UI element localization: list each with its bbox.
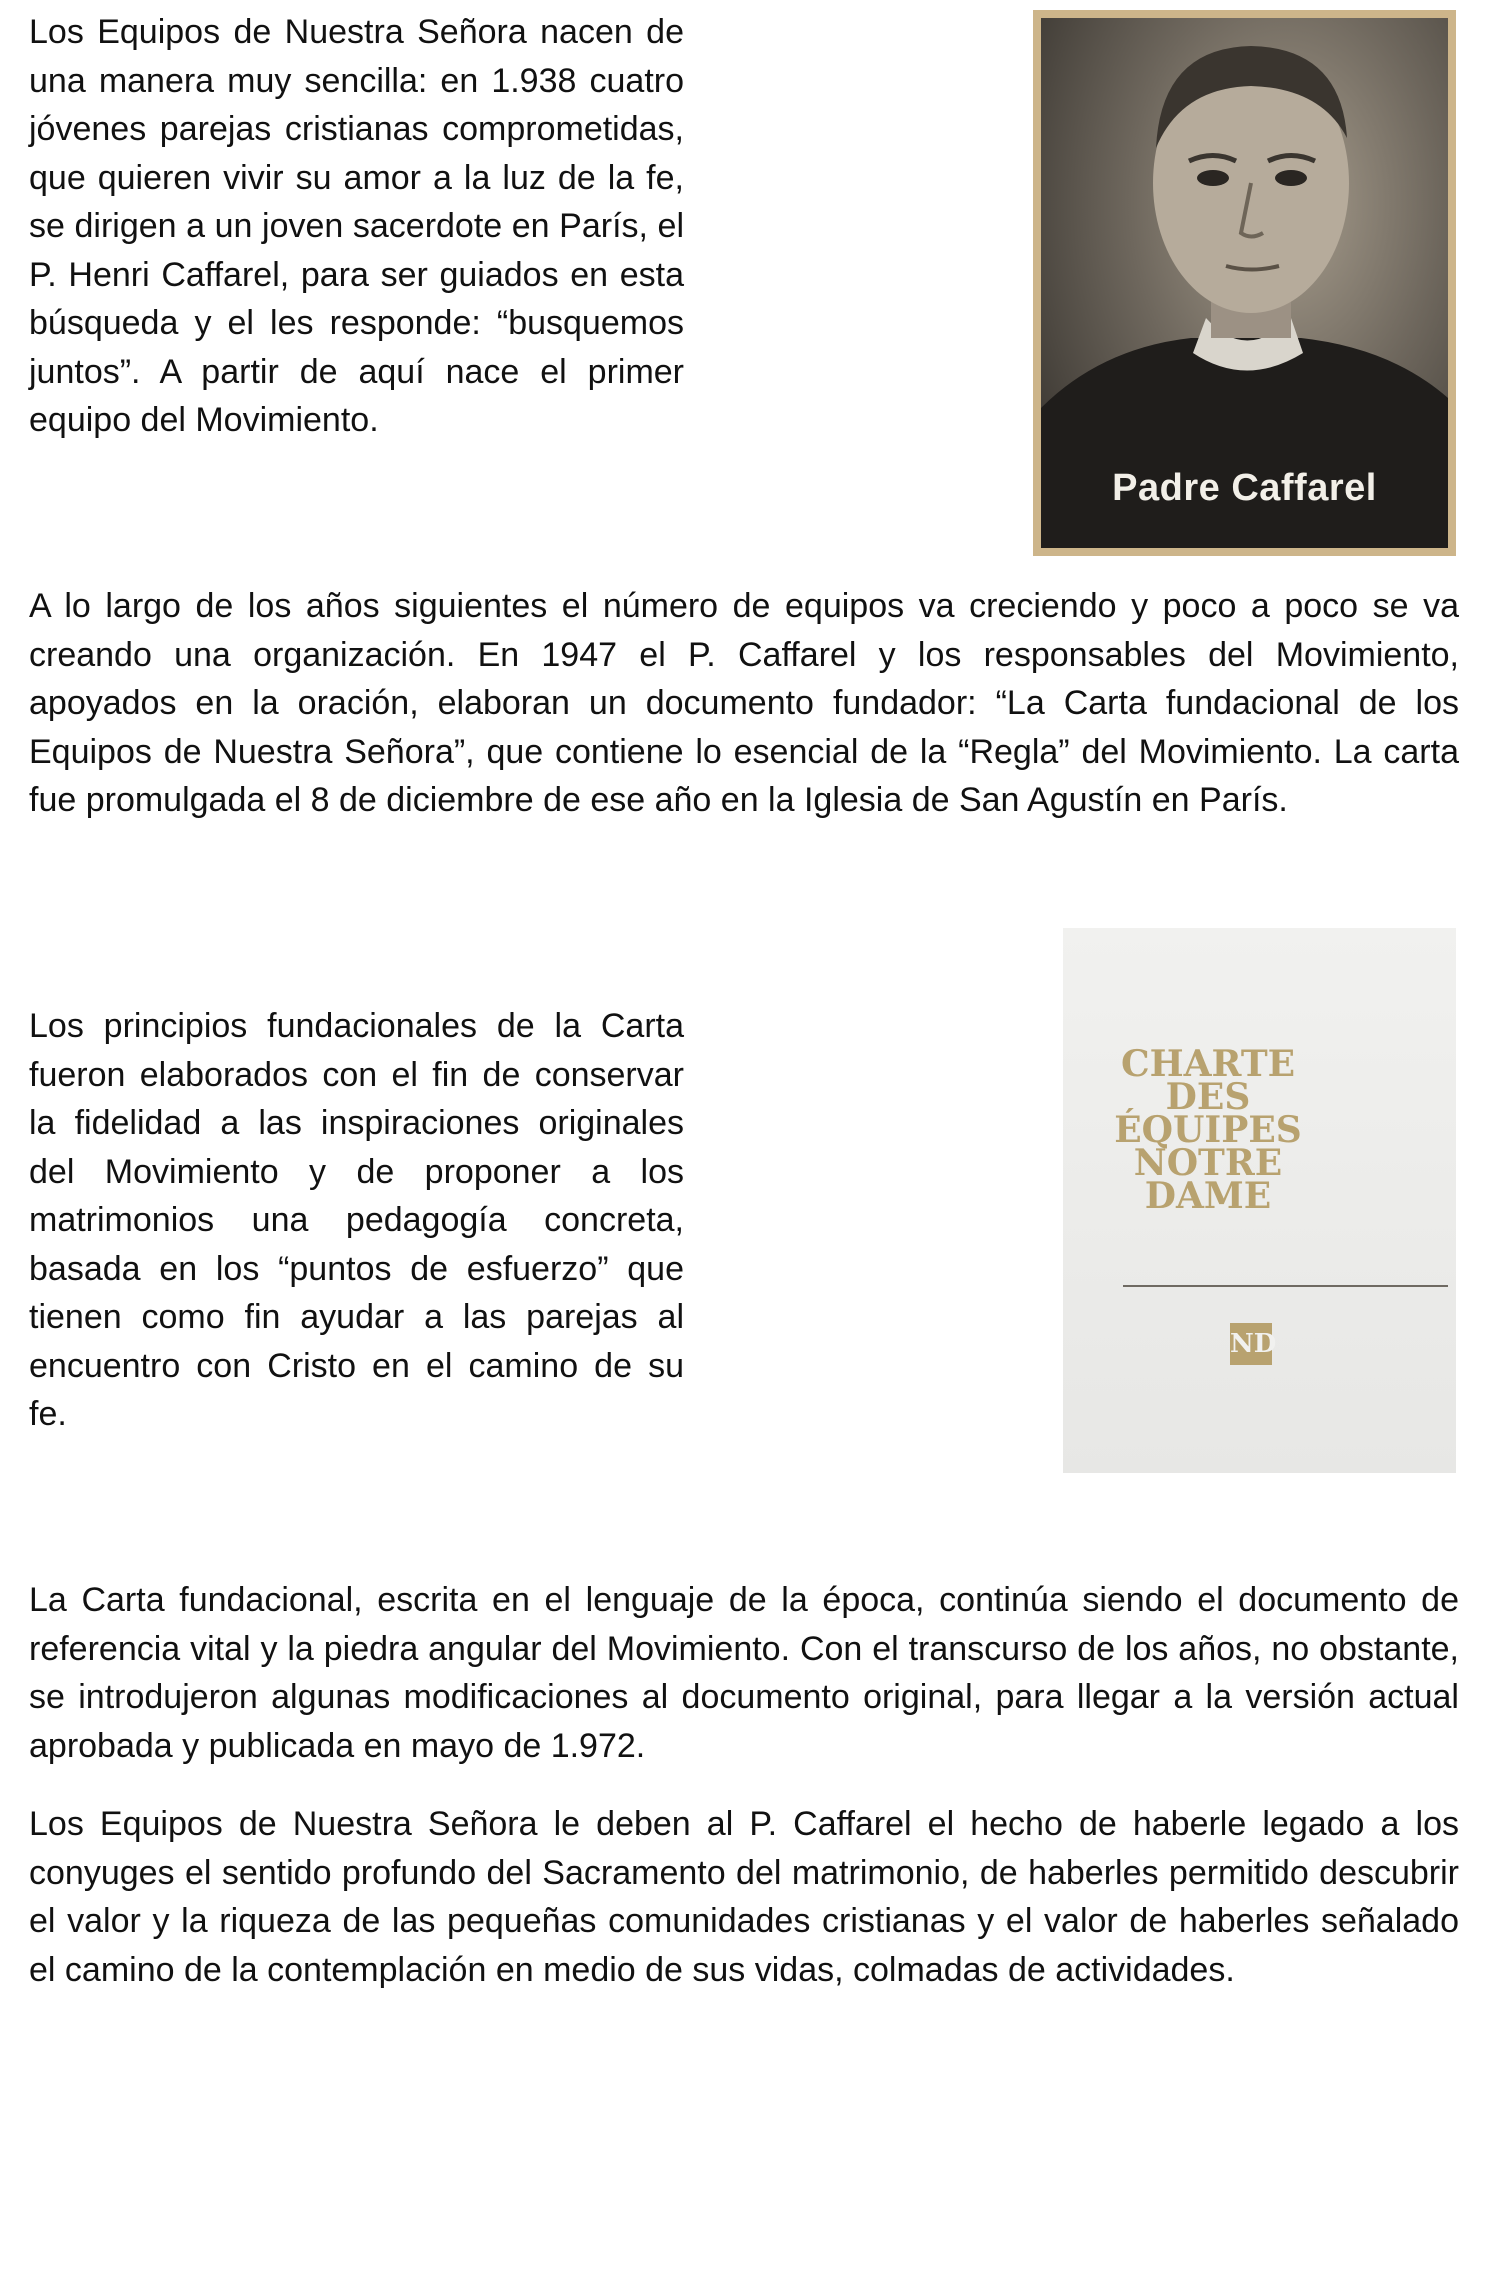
book-title-line: DES <box>1165 1076 1251 1118</box>
book-title-line: CHARTE <box>1120 1043 1296 1085</box>
portrait-caption: Padre Caffarel <box>1112 467 1377 509</box>
principles-paragraph: Los principios fundacionales de la Carta fueron elaborados con el fin de conservar la fidelidad a las inspiraciones originales del Movimiento y de proponer a los matrimonios una pedagogía concreta, basada en los “puntos de esfuerzo” que tienen como fin ayudar a las parejas al encuentro con Cristo en el camino de su fe. <box>29 1007 684 1433</box>
book-title-line: DAME <box>1144 1175 1272 1217</box>
charter-paragraph: La Carta fundacional, escrita en el lenguaje de la época, continúa siendo el documento de referencia vital y la piedra angular del Movimiento. Con el transcurso de los años, no obstante, se introdujeron algunas modificaciones al documento original, para llegar a la versión actual aprobada y publicada en mayo de 1.972. <box>29 1581 1459 1765</box>
charter-book-cover <box>1063 928 1456 1473</box>
legacy-paragraph: Los Equipos de Nuestra Señora le deben al P. Caffarel el hecho de haberle legado a los conyuges el sentido profundo del Sacramento del matrimonio, de haberles permitido descubrir el valor y la riqueza de las pequeñas comunidades cristianas y el valor de haberles señalado el camino de la contemplación en medio de sus vidas, colmadas de actividades. <box>29 1805 1459 1989</box>
book-title-line: ÉQUIPES <box>1114 1109 1302 1151</box>
book-title-line: NOTRE <box>1133 1142 1283 1184</box>
history-paragraph: A lo largo de los años siguientes el número de equipos va creciendo y poco a poco se va creando una organización. En 1947 el P. Caffarel y los responsables del Movimiento, apoyados en la oración, elaboran un documento fundador: “La Carta fundacional de los Equipos de Nuestra Señora”, que contiene lo esencial de la “Regla” del Movimiento. La carta fue promulgada el 8 de diciembre de ese año en la Iglesia de San Agustín en París. <box>29 587 1459 819</box>
nd-logo-icon: ND <box>1230 1323 1272 1365</box>
intro-paragraph: Los Equipos de Nuestra Señora nacen de una manera muy sencilla: en 1.938 cuatro jóvenes parejas cristianas comprometidas, que quieren vivir su amor a la luz de la fe, se dirigen a un joven sacerdote en París, el P. Henri Caffarel, para ser guiados en esta búsqueda y el les responde: “busquemos juntos”. A partir de aquí nace el primer equipo del Movimiento. <box>29 13 684 439</box>
padre-caffarel-portrait <box>1033 10 1456 556</box>
book-title <box>1063 1043 1353 1217</box>
portrait-photo <box>1041 18 1448 548</box>
book-divider <box>1123 1285 1448 1287</box>
